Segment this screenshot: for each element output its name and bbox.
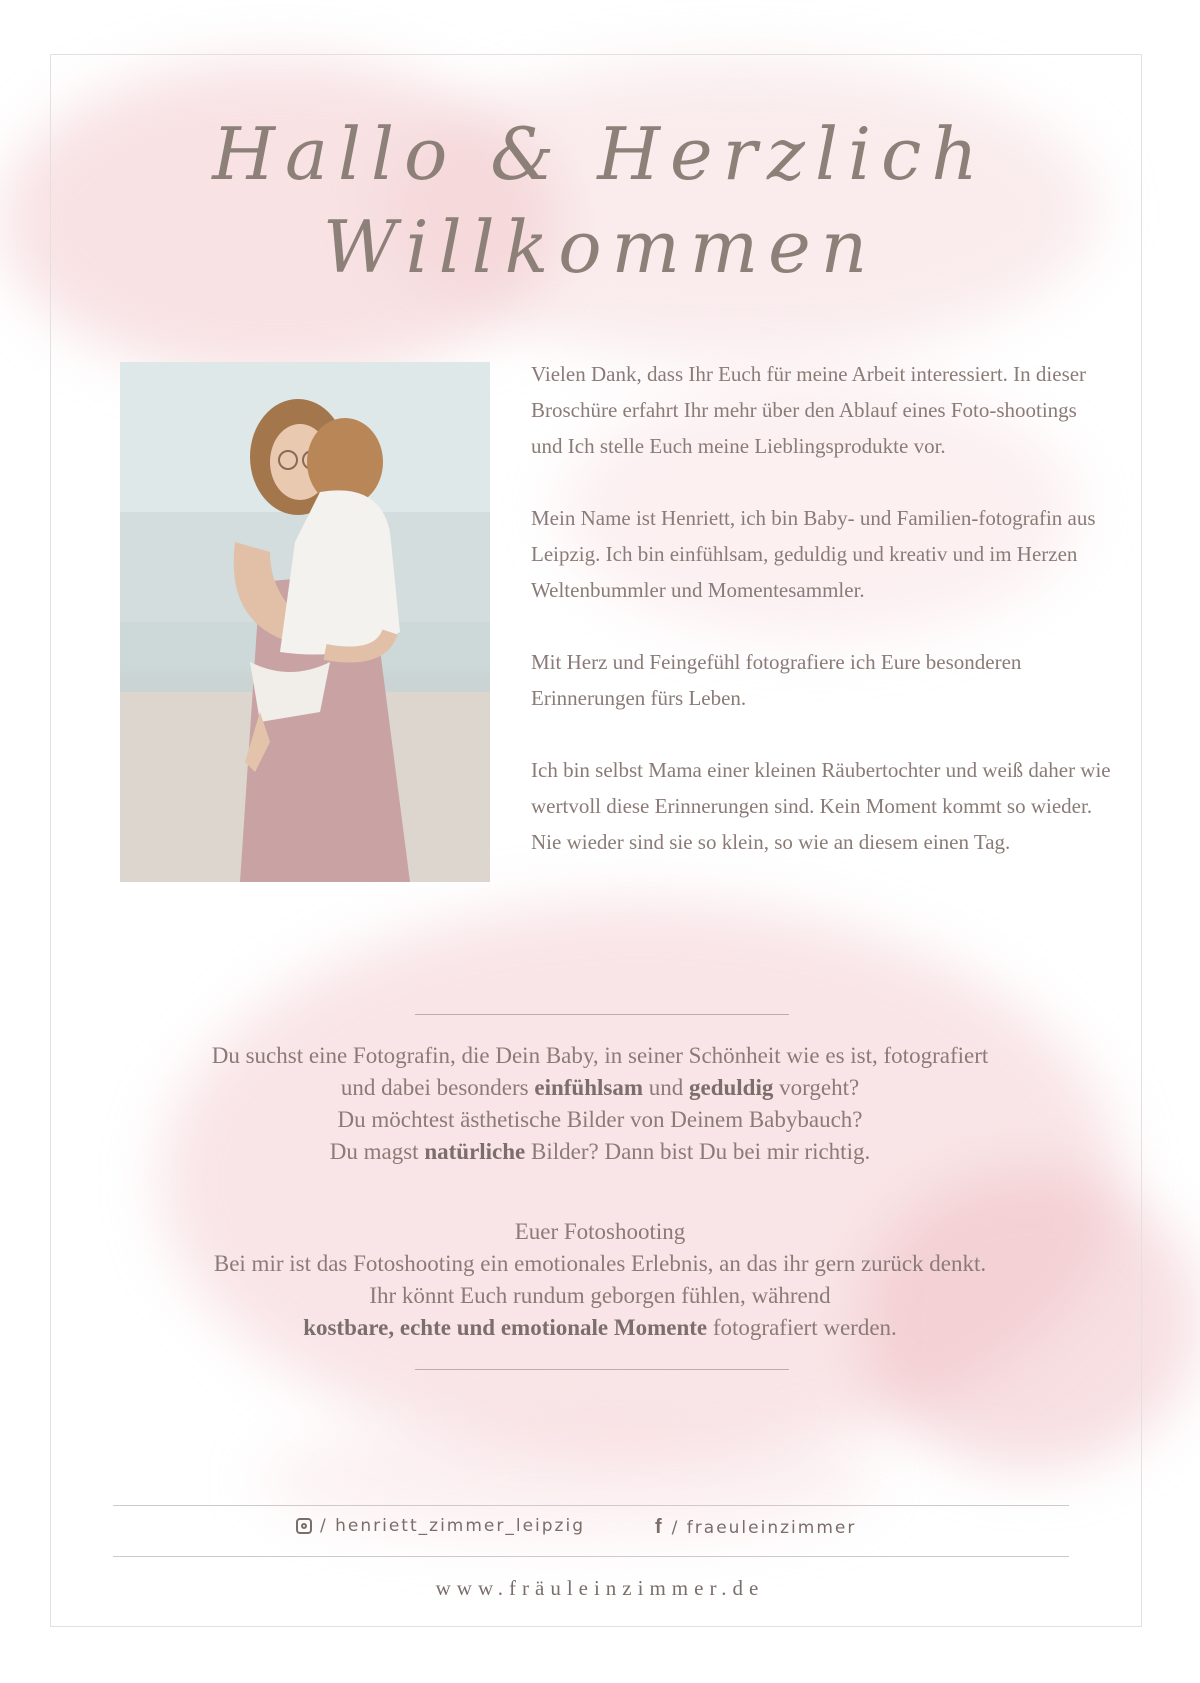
- intro-paragraph: Mit Herz und Feingefühl fotografiere ich Eure besonderen Erinnerungen fürs Leben.: [531, 650, 1022, 710]
- shooting-line: kostbare, echte und emotionale Momente fotografiert werden.: [303, 1315, 897, 1340]
- instagram-link[interactable]: [296, 1516, 585, 1536]
- intro-paragraph: Ich bin selbst Mama einer kleinen Räubertochter und weiß daher wie wertvoll diese Erinnerungen sind. Kein Moment kommt so wieder. Nie wieder sind sie so klein, so wie an diesem einen Tag.: [531, 758, 1111, 854]
- intro-paragraph: Vielen Dank, dass Ihr Euch für meine Arbeit interessiert. In dieser Broschüre erfahrt Ihr mehr über den Ablauf eines Foto-shootings und Ich stelle Euch meine Lieblingsprodukte vor.: [531, 362, 1087, 458]
- divider: [415, 1369, 789, 1370]
- facebook-link[interactable]: [655, 1516, 856, 1539]
- heading-line-2: Willkommen: [322, 205, 878, 289]
- divider: [415, 1014, 789, 1015]
- facebook-icon: f: [655, 1516, 664, 1538]
- footer-divider: [113, 1556, 1069, 1557]
- intro-text: [531, 356, 1111, 896]
- question-line: und dabei besonders einfühlsam und geduldig vorgeht?: [340, 1075, 860, 1100]
- facebook-handle: / fraeuleinzimmer: [671, 1518, 857, 1538]
- intro-paragraph: Mein Name ist Henriett, ich bin Baby- und Familien-fotografin aus Leipzig. Ich bin einfühlsam, geduldig und kreativ und im Herzen Weltenbummler und Momentesammler.: [531, 506, 1096, 602]
- footer-divider: [113, 1505, 1069, 1506]
- shooting-line: Bei mir ist das Fotoshooting ein emotionales Erlebnis, an das ihr gern zurück denkt.: [213, 1251, 987, 1276]
- website-link[interactable]: www.fräuleinzimmer.de: [435, 1576, 765, 1600]
- mother-daughter-illustration: [120, 362, 490, 882]
- shooting-line: Ihr könnt Euch rundum geborgen fühlen, während: [369, 1283, 831, 1308]
- question-line: Du suchst eine Fotografin, die Dein Baby, in seiner Schönheit wie es ist, fotografiert: [211, 1043, 989, 1068]
- shooting-block: [130, 1216, 1070, 1344]
- heading-line-1: Hallo & Herzlich: [212, 112, 988, 196]
- instagram-handle: / henriett_zimmer_leipzig: [320, 1516, 585, 1536]
- shooting-title: Euer Fotoshooting: [514, 1219, 686, 1244]
- portrait-photo: [120, 362, 490, 882]
- question-line: Du magst natürliche Bilder? Dann bist Du bei mir richtig.: [329, 1139, 871, 1164]
- instagram-icon: [296, 1518, 312, 1534]
- question-line: Du möchtest ästhetische Bilder von Deinem Babybauch?: [337, 1107, 863, 1132]
- questions-block: [130, 1040, 1070, 1168]
